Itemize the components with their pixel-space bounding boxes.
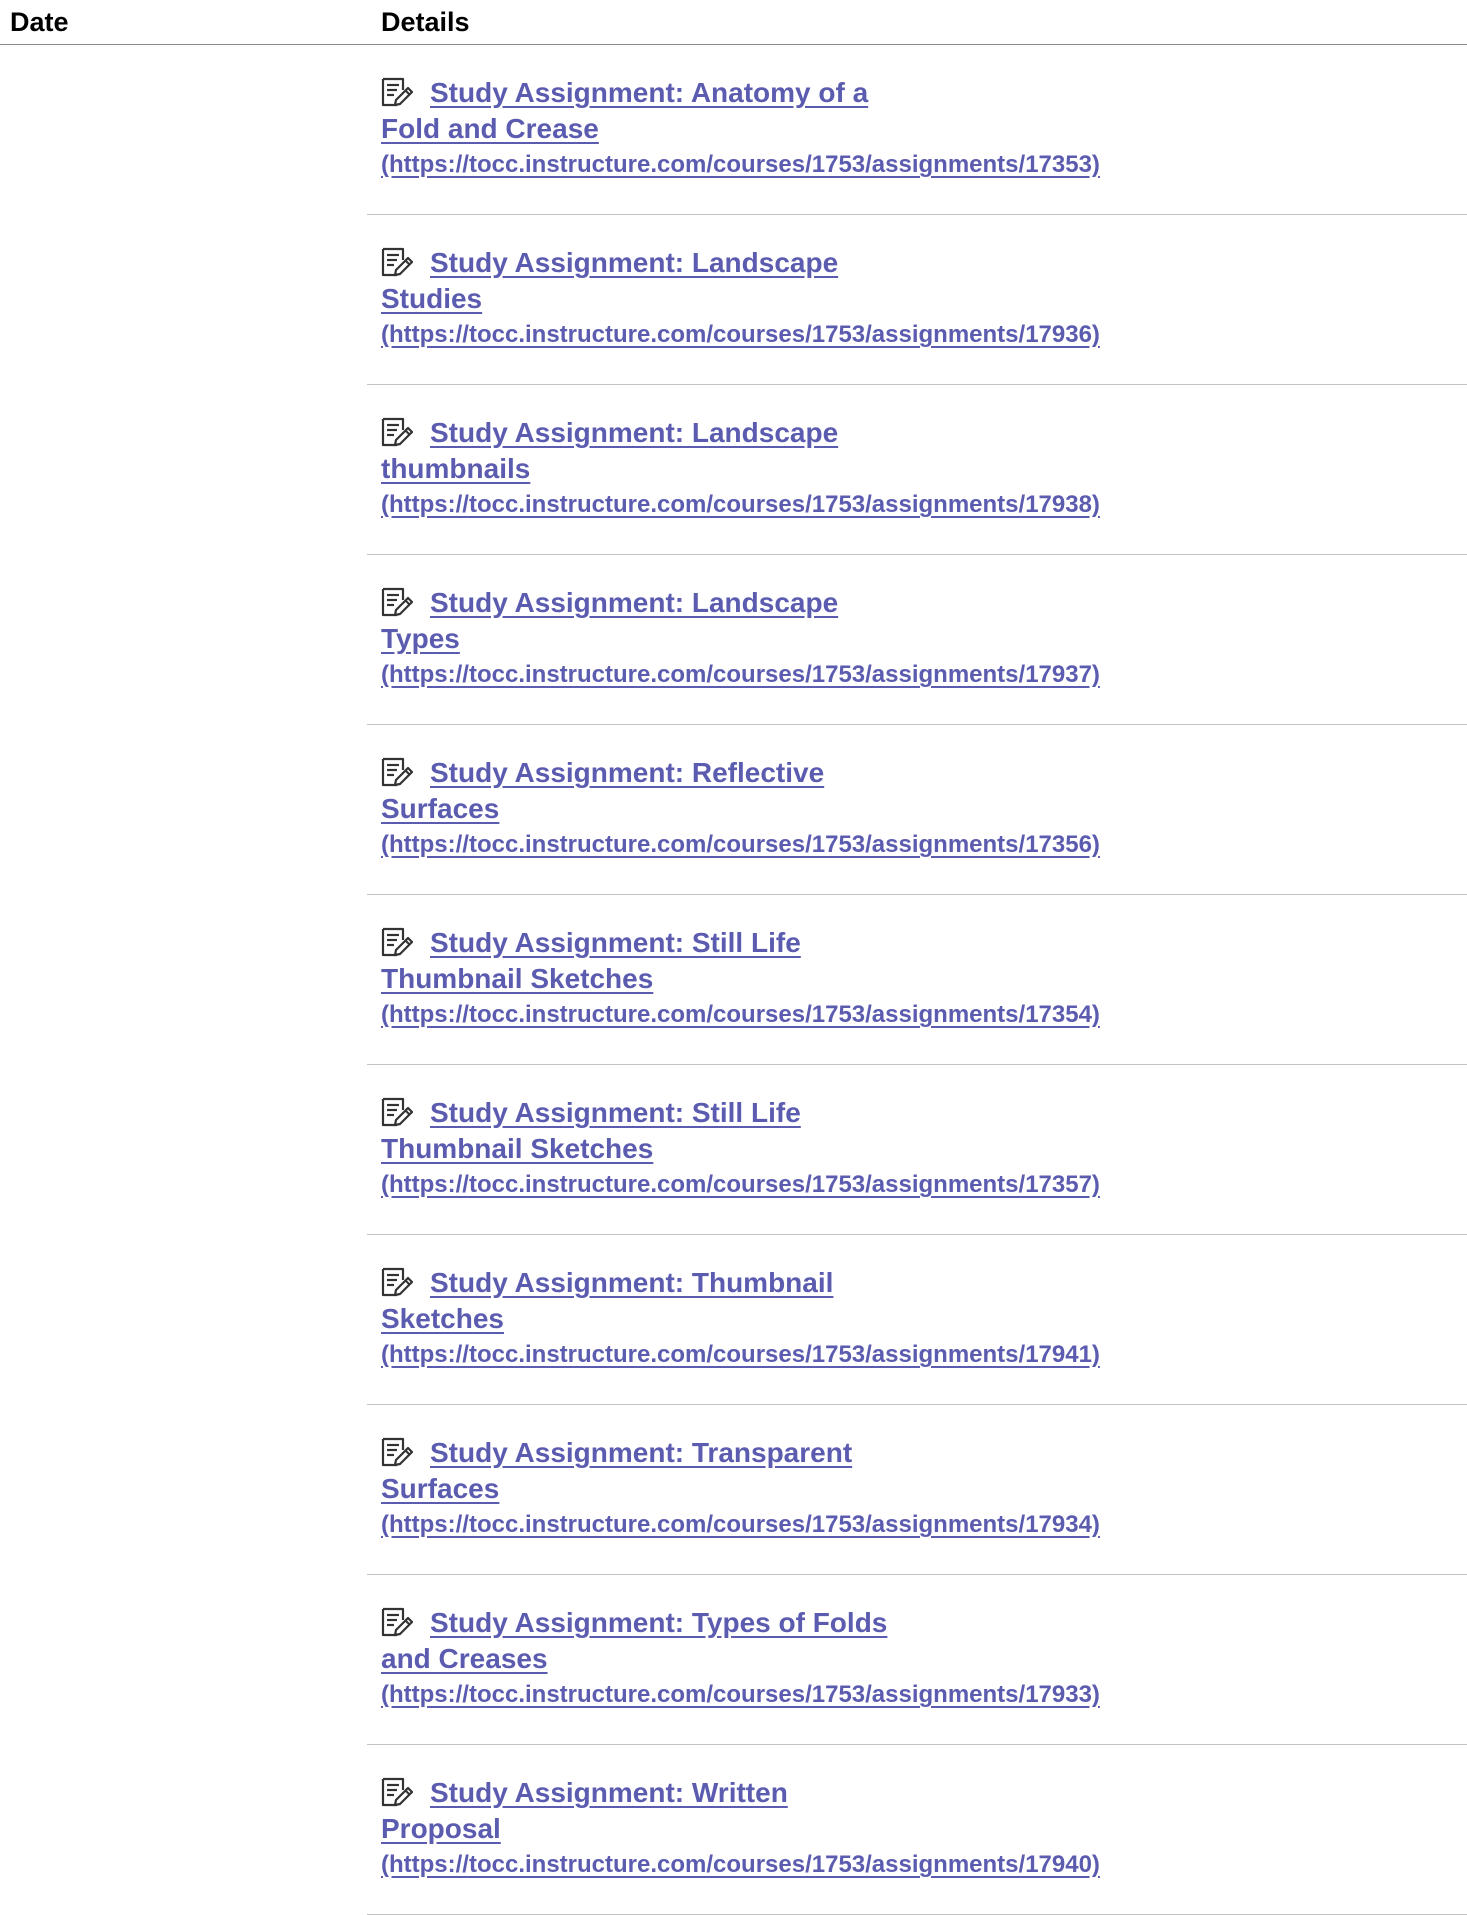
assignment-details <box>381 1605 1381 1713</box>
assignment-title-line1 <box>381 1095 1381 1131</box>
assignment-title-line1 <box>381 1435 1381 1471</box>
assignment-details <box>381 245 1381 353</box>
assignment-title-line2: thumbnails <box>381 453 531 484</box>
assignment-title-line2: Surfaces <box>381 1473 500 1504</box>
assignment-details <box>381 1775 1381 1883</box>
assignment-title-link[interactable] <box>381 1095 1381 1167</box>
title-text: Study Assignment: Anatomy of a <box>430 77 869 108</box>
assignment-title-line2: and Creases <box>381 1643 548 1674</box>
assignment-url-link[interactable]: (https://tocc.instructure.com/courses/1753/assignments/17936) <box>381 321 1100 348</box>
assignment-title-link[interactable] <box>381 585 1381 657</box>
assignment-title-line1 <box>381 1265 1381 1301</box>
assignment-url-link[interactable]: (https://tocc.instructure.com/courses/1753/assignments/17940) <box>381 1851 1100 1878</box>
assignment-title-line1 <box>381 755 1381 791</box>
assignment-title-line1 <box>381 245 1381 281</box>
assignment-list <box>367 45 1467 1915</box>
assignment-icon <box>381 927 413 957</box>
details-column-header: Details <box>381 7 470 37</box>
assignment-title-line2: Fold and Crease <box>381 113 599 144</box>
assignment-url-link[interactable]: (https://tocc.instructure.com/courses/1753/assignments/17938) <box>381 491 1100 518</box>
assignment-icon <box>381 757 413 787</box>
list-item <box>367 215 1467 385</box>
assignment-url-link[interactable]: (https://tocc.instructure.com/courses/1753/assignments/17354) <box>381 1001 1100 1028</box>
assignment-icon <box>381 1097 413 1127</box>
assignment-title-link[interactable] <box>381 925 1381 997</box>
date-column-header: Date <box>10 7 69 37</box>
assignment-title-link[interactable] <box>381 415 1381 487</box>
title-text: Study Assignment: Thumbnail <box>430 1267 834 1298</box>
list-item <box>367 1235 1467 1405</box>
assignment-icon <box>381 587 413 617</box>
assignment-icon <box>381 417 413 447</box>
assignment-title-line1 <box>381 925 1381 961</box>
title-text: Study Assignment: Written <box>430 1777 788 1808</box>
assignment-details <box>381 1265 1381 1373</box>
assignment-url-link[interactable]: (https://tocc.instructure.com/courses/1753/assignments/17933) <box>381 1681 1100 1708</box>
assignment-title-link[interactable] <box>381 245 1381 317</box>
assignment-title-line1 <box>381 1775 1381 1811</box>
assignment-url-link[interactable]: (https://tocc.instructure.com/courses/1753/assignments/17353) <box>381 151 1100 178</box>
assignment-icon <box>381 1777 413 1807</box>
assignment-icon <box>381 1607 413 1637</box>
title-text: Study Assignment: Still Life <box>430 927 801 958</box>
assignment-url-link[interactable]: (https://tocc.instructure.com/courses/1753/assignments/17356) <box>381 831 1100 858</box>
assignment-url-link[interactable]: (https://tocc.instructure.com/courses/1753/assignments/17937) <box>381 661 1100 688</box>
title-text: Study Assignment: Landscape <box>430 247 839 278</box>
assignment-url-link[interactable]: (https://tocc.instructure.com/courses/1753/assignments/17357) <box>381 1171 1100 1198</box>
assignment-title-line2: Surfaces <box>381 793 500 824</box>
assignment-details <box>381 75 1381 183</box>
assignment-title-line1 <box>381 75 1381 111</box>
assignment-details <box>381 415 1381 523</box>
assignment-icon <box>381 1267 413 1297</box>
assignment-title-line2: Studies <box>381 283 483 314</box>
assignment-details <box>381 925 1381 1033</box>
list-item <box>367 1065 1467 1235</box>
title-text: Study Assignment: Landscape <box>430 417 839 448</box>
assignment-icon <box>381 247 413 277</box>
assignment-title-line1 <box>381 415 1381 451</box>
title-text: Study Assignment: Still Life <box>430 1097 801 1128</box>
list-item <box>367 1405 1467 1575</box>
assignment-url-link[interactable]: (https://tocc.instructure.com/courses/1753/assignments/17934) <box>381 1511 1100 1538</box>
assignment-icon <box>381 1437 413 1467</box>
table-header <box>0 0 1467 45</box>
assignment-title-link[interactable] <box>381 75 1381 147</box>
assignment-title-link[interactable] <box>381 1605 1381 1677</box>
assignment-title-link[interactable] <box>381 755 1381 827</box>
list-item <box>367 1745 1467 1915</box>
assignment-details <box>381 755 1381 863</box>
list-item <box>367 385 1467 555</box>
assignment-title-line2: Sketches <box>381 1303 504 1334</box>
list-item <box>367 725 1467 895</box>
assignment-title-line2: Thumbnail Sketches <box>381 963 654 994</box>
assignment-icon <box>381 77 413 107</box>
assignment-title-link[interactable] <box>381 1435 1381 1507</box>
list-item <box>367 45 1467 215</box>
assignment-title-link[interactable] <box>381 1775 1381 1847</box>
title-text: Study Assignment: Types of Folds <box>430 1607 888 1638</box>
assignment-details <box>381 585 1381 693</box>
title-text: Study Assignment: Transparent <box>430 1437 853 1468</box>
assignment-title-line2: Types <box>381 623 460 654</box>
assignment-title-line1 <box>381 585 1381 621</box>
assignment-title-line1 <box>381 1605 1381 1641</box>
assignment-title-link[interactable] <box>381 1265 1381 1337</box>
assignment-title-line2: Proposal <box>381 1813 501 1844</box>
list-item <box>367 555 1467 725</box>
list-item <box>367 895 1467 1065</box>
list-item <box>367 1575 1467 1745</box>
assignment-details <box>381 1435 1381 1543</box>
assignment-url-link[interactable]: (https://tocc.instructure.com/courses/1753/assignments/17941) <box>381 1341 1100 1368</box>
title-text: Study Assignment: Reflective <box>430 757 825 788</box>
assignment-details <box>381 1095 1381 1203</box>
title-text: Study Assignment: Landscape <box>430 587 839 618</box>
assignment-title-line2: Thumbnail Sketches <box>381 1133 654 1164</box>
